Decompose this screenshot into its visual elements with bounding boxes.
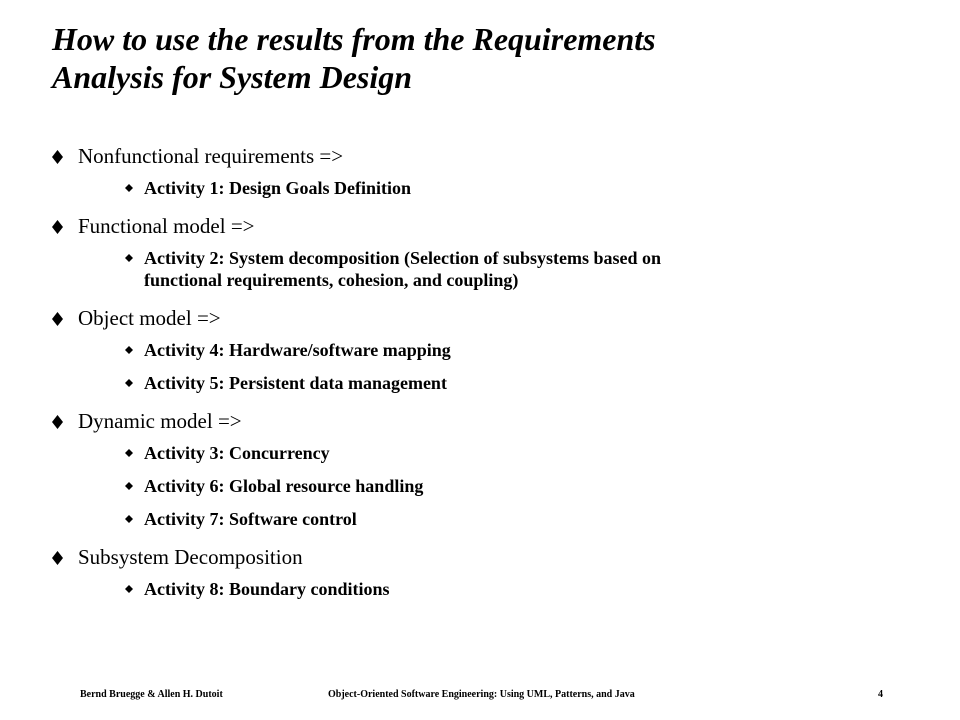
sub-bullet-item-activity-1 [78,177,912,199]
sub-bullet-label: Activity 6: Global resource handling [144,476,424,496]
diamond-bullet-icon [52,415,63,429]
slide-title-line-2: Analysis for System Design [52,59,413,95]
sub-bullet-item-activity-2 [78,247,912,291]
sub-bullet-list [78,177,912,199]
bullet-item-dynamic-model [52,407,912,530]
sub-bullet-label: Activity 1: Design Goals Definition [144,178,411,198]
diamond-bullet-icon [52,150,63,164]
diamond-bullet-icon [125,184,133,192]
slide-title-line-1: How to use the results from the Requirements [52,21,656,57]
diamond-bullet-icon [125,585,133,593]
footer-book-title: Object-Oriented Software Engineering: Using UML, Patterns, and Java [328,689,635,700]
sub-bullet-list [78,442,912,530]
diamond-bullet-icon [52,312,63,326]
sub-bullet-list [78,578,912,600]
bullet-list [52,142,912,600]
sub-bullet-label: Activity 8: Boundary conditions [144,579,390,599]
footer-page-number: 4 [878,689,883,700]
sub-bullet-list [78,339,912,394]
bullet-label: Subsystem Decomposition [78,545,303,569]
bullet-item-subsystem-decomposition [52,543,912,600]
sub-bullet-label: Activity 4: Hardware/software mapping [144,340,451,360]
slide-title [52,20,912,96]
bullet-label: Dynamic model => [78,409,242,433]
sub-bullet-label: Activity 5: Persistent data management [144,373,447,393]
diamond-bullet-icon [125,346,133,354]
sub-bullet-list [78,247,912,291]
sub-bullet-item-activity-6 [78,475,912,497]
sub-bullet-label: Activity 2: System decomposition (Selection of subsystems based on [144,248,661,268]
bullet-item-object-model [52,304,912,394]
sub-bullet-label: Activity 3: Concurrency [144,443,330,463]
bullet-label: Nonfunctional requirements => [78,144,344,168]
sub-bullet-label: Activity 7: Software control [144,509,357,529]
diamond-bullet-icon [125,379,133,387]
diamond-bullet-icon [52,551,63,565]
sub-bullet-item-activity-8 [78,578,912,600]
bullet-label: Functional model => [78,214,255,238]
diamond-bullet-icon [125,449,133,457]
sub-bullet-label-continuation: functional requirements, cohesion, and coupling) [144,270,519,290]
diamond-bullet-icon [125,515,133,523]
sub-bullet-item-activity-3 [78,442,912,464]
bullet-label: Object model => [78,306,221,330]
diamond-bullet-icon [52,220,63,234]
footer-authors: Bernd Bruegge & Allen H. Dutoit [80,689,223,700]
sub-bullet-item-activity-5 [78,372,912,394]
sub-bullet-item-activity-4 [78,339,912,361]
bullet-item-functional-model [52,212,912,291]
diamond-bullet-icon [125,482,133,490]
bullet-item-nonfunctional-requirements [52,142,912,199]
diamond-bullet-icon [125,254,133,262]
sub-bullet-item-activity-7 [78,508,912,530]
